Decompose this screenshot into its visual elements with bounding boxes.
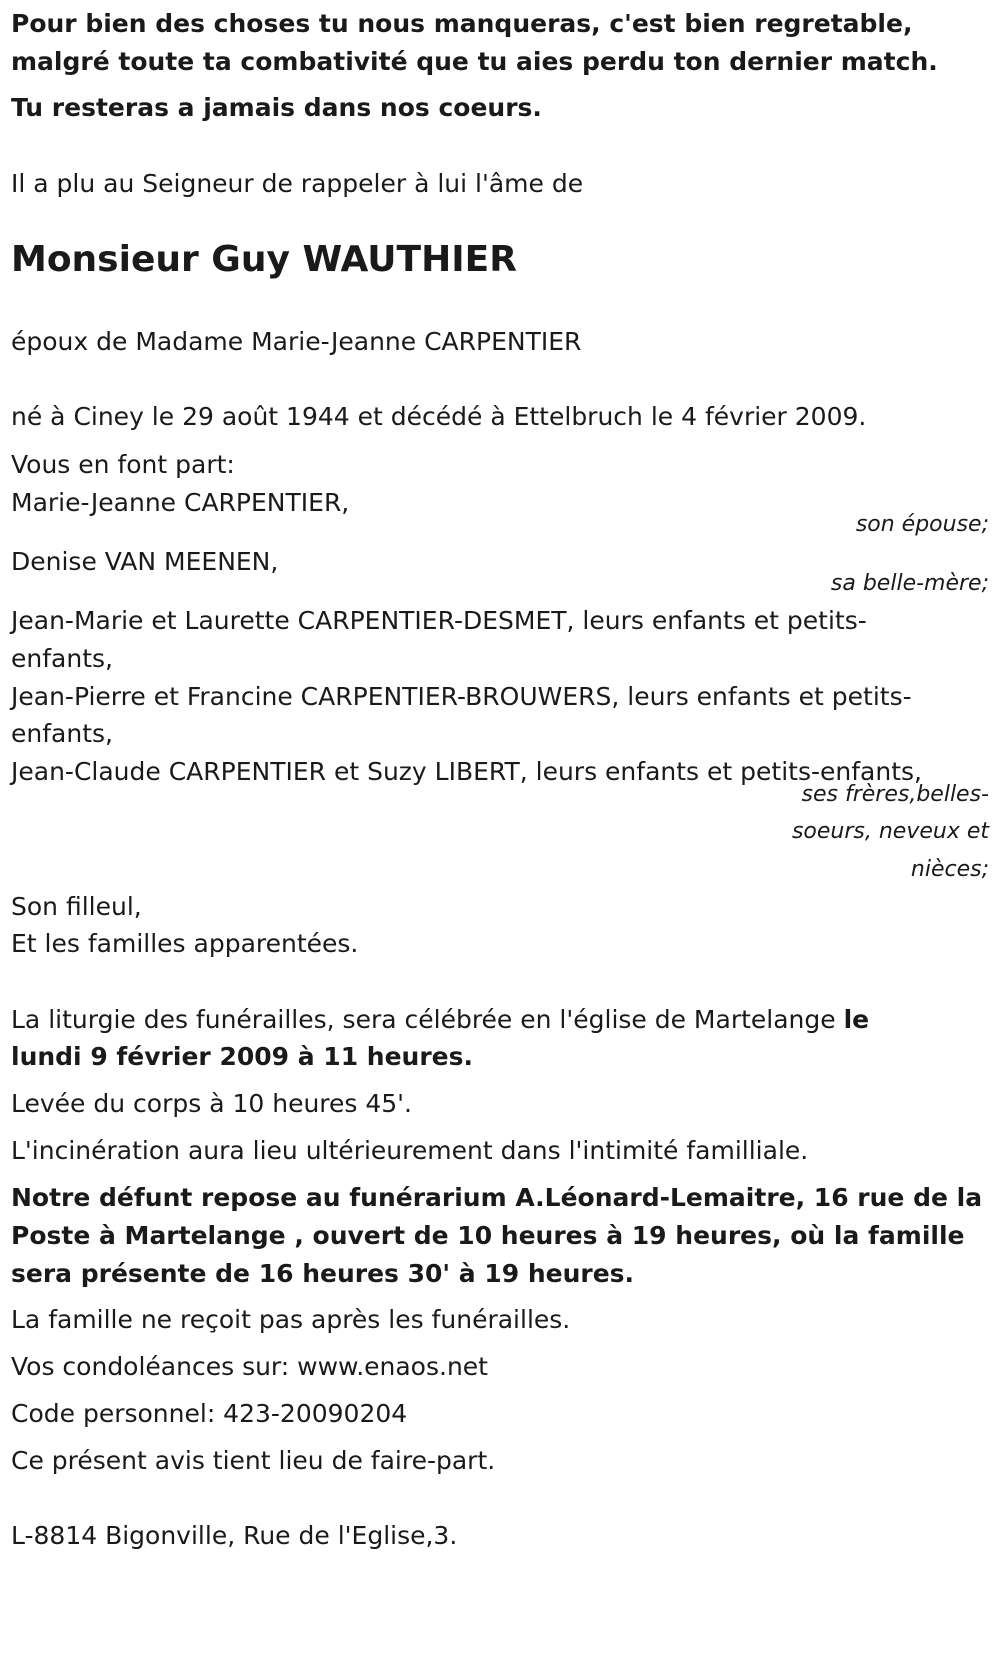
personal-code-line: Code personnel: 423-20090204 [11, 1399, 408, 1428]
liturgy-date-start: le [843, 1005, 870, 1034]
godson-line: Son filleul, [11, 892, 142, 921]
condolences-line: Vos condoléances sur: www.enaos.net [11, 1352, 488, 1381]
family-member-relation: son épouse; [855, 512, 989, 537]
sibling-entry-1-line-2: enfants, [11, 644, 113, 673]
funerarium-line-3: sera présente de 16 heures 30' à 19 heures. [11, 1259, 635, 1288]
family-member-name: Denise VAN MEENEN, [11, 547, 279, 576]
intro-text: Il a plu au Seigneur de rappeler à lui l'âme de [11, 169, 584, 198]
verse-line-2: malgré toute ta combativité que tu aies perdu ton dernier match. [11, 47, 938, 76]
sibling-entry-2-line-2: enfants, [11, 719, 113, 748]
liturgy-date: lundi 9 février 2009 à 11 heures. [11, 1042, 474, 1071]
incineration-line: L'incinération aura lieu ultérieurement dans l'intimité familliale. [11, 1136, 809, 1165]
spouse-line: époux de Madame Marie-Jeanne CARPENTIER [11, 327, 582, 356]
birth-death-line: né à Ciney le 29 août 1944 et décédé à Ettelbruch le 4 février 2009. [11, 402, 867, 431]
relatives-line: Et les familles apparentées. [11, 929, 359, 958]
sibling-entry-3: Jean-Claude CARPENTIER et Suzy LIBERT, leurs enfants et petits-enfants, [11, 757, 922, 786]
liturgy-line-1 [11, 1003, 869, 1037]
notice-line: Ce présent avis tient lieu de faire-part. [11, 1446, 496, 1475]
address-line: L-8814 Bigonville, Rue de l'Eglise,3. [11, 1521, 458, 1550]
levee-line: Levée du corps à 10 heures 45'. [11, 1089, 413, 1118]
siblings-relation-line-1: ses frères,belles- [801, 782, 989, 807]
no-reception-line: La famille ne reçoit pas après les funérailles. [11, 1305, 571, 1334]
funerarium-line-2: Poste à Martelange , ouvert de 10 heures à 19 heures, où la famille [11, 1221, 965, 1250]
family-member-name: Marie-Jeanne CARPENTIER, [11, 488, 350, 517]
siblings-relation-line-3: nièces; [910, 857, 989, 882]
sibling-entry-1-line-1: Jean-Marie et Laurette CARPENTIER-DESMET, leurs enfants et petits- [11, 606, 867, 635]
sibling-entry-2-line-1: Jean-Pierre et Francine CARPENTIER-BROUWERS, leurs enfants et petits- [11, 682, 912, 711]
family-member-relation: sa belle-mère; [830, 571, 989, 596]
verse-line-3: Tu resteras a jamais dans nos coeurs. [11, 93, 542, 122]
siblings-relation-line-2: soeurs, neveux et [791, 819, 989, 844]
funerarium-line-1: Notre défunt repose au funérarium A.Léonard-Lemaitre, 16 rue de la [11, 1183, 983, 1212]
deceased-name: Monsieur Guy WAUTHIER [11, 239, 517, 280]
verse-line-1: Pour bien des choses tu nous manqueras, c'est bien regretable, [11, 9, 913, 38]
announcement-line: Vous en font part: [11, 450, 235, 479]
liturgy-text: La liturgie des funérailles, sera célébrée en l'église de Martelange [11, 1005, 844, 1034]
